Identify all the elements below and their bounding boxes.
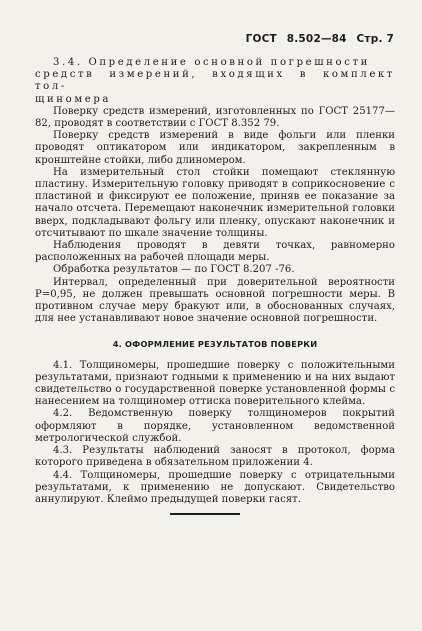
paragraph-foil-verification: Поверку средств измерений в виде фольги или пленки проводят оптикатором или индикатором, закрепленным в кронштейне стойки, либо длиномером. bbox=[35, 130, 395, 166]
paragraph-4-4: 4.4. Толщиномеры, прошедшие поверку с отрицательными результатами, к применению не допускают. Свидетельство аннулируют. Клеймо предыдущей поверки гасят. bbox=[35, 469, 395, 505]
section-3-4-title-line2: средств измерений, входящих в комплект тол- bbox=[35, 69, 395, 93]
paragraph-4-2: 4.2. Ведомственную поверку толщиномеров покрытий оформляют в порядке, установленном ведомственной метрологической службой. bbox=[35, 408, 395, 444]
paragraph-observation-points: Наблюдения проводят в девяти точках, равномерно расположенных на рабочей площади меры. bbox=[35, 240, 395, 264]
paragraph-result-processing: Обработка результатов — по ГОСТ 8.207 -76. bbox=[53, 264, 295, 276]
paragraph-confidence-interval: Интервал, определенный при доверительной вероятности P=0,95, не должен превышать основной погрешности меры. В противном случае меру бракуют или, в обоснованных случаях, для нее устанавливают новое значение основной погрешности. bbox=[35, 276, 395, 325]
end-divider bbox=[170, 513, 240, 515]
page-header bbox=[246, 33, 394, 45]
section-3-4-title-line1: 3.4. Определение основной погрешности bbox=[53, 57, 370, 68]
paragraph-measurement-procedure: На измерительный стол стойки помещают стеклянную пластину. Измерительную головку приводят в соприкосновение с пластиной и фиксируют ее положение, приняв ее показание за начало отсчета. Перемещают наконечник измерительной головки вверх, подкладывают фольгу или пленку, опускают наконечник и отсчитывают по шкале значение толщины. bbox=[35, 166, 395, 239]
paragraph-gost-reference: Поверку средств измерений, изготовленных по ГОСТ 25177—82, проводят в соответствии с ГОСТ 8.352 79. bbox=[35, 105, 395, 130]
section-3-4-title-line3: щиномера bbox=[35, 93, 112, 105]
paragraph-4-1: 4.1. Толщиномеры, прошедшие поверку с положительными результатами, признают годными к применению и на них выдают свидетельство о государственной поверке установленной формы с нанесением на толщиномер оттиска поверительного клейма. bbox=[35, 359, 395, 408]
standard-label: ГОСТ bbox=[245, 33, 277, 45]
paragraph-4-3: 4.3. Результаты наблюдений заносят в протокол, форма которого приведена в обязательном приложении 4. bbox=[35, 445, 395, 469]
section-4-title: 4. ОФОРМЛЕНИЕ РЕЗУЛЬТАТОВ ПОВЕРКИ bbox=[112, 339, 318, 350]
document-body bbox=[35, 57, 395, 506]
page-number: Стр. 7 bbox=[356, 33, 394, 45]
standard-number: 8.502—84 bbox=[286, 33, 347, 45]
